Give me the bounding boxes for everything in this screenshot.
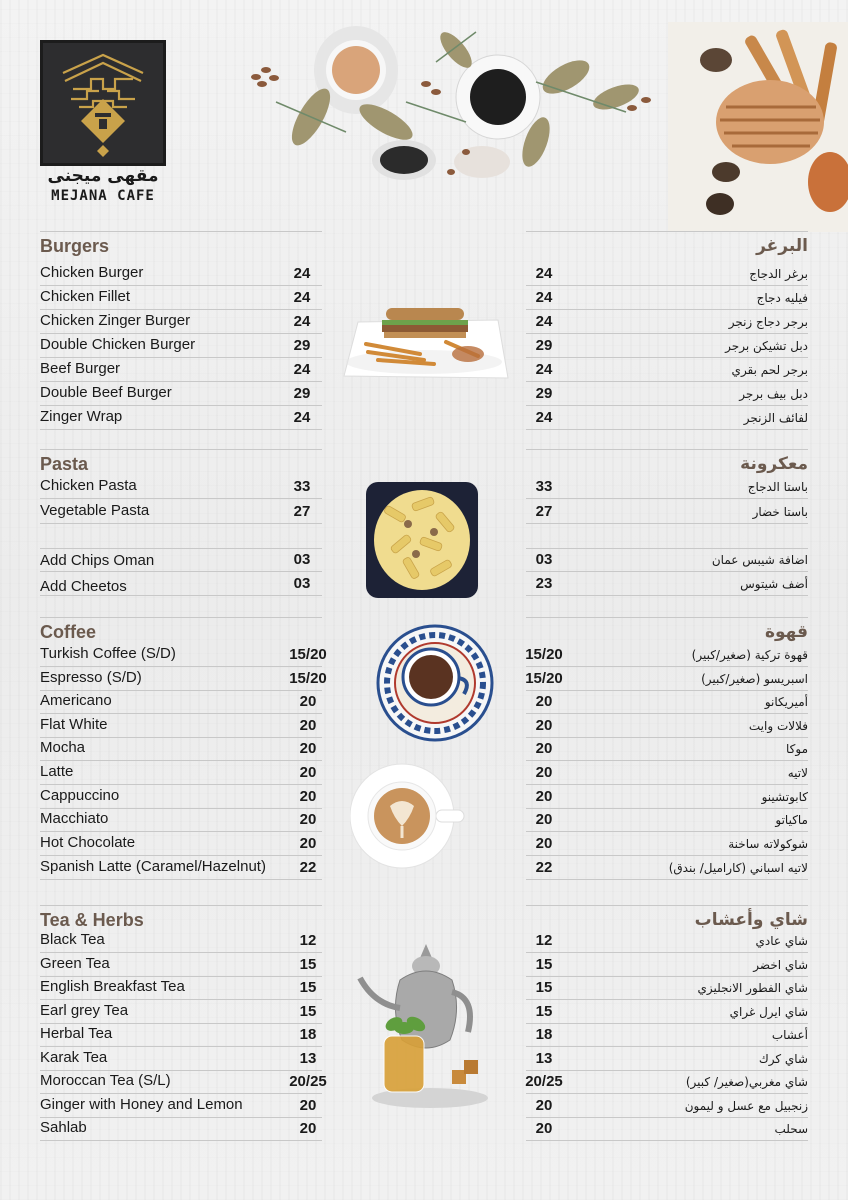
item-name: Add Cheetos <box>40 578 127 595</box>
burgers-title-en: Burgers <box>40 231 322 259</box>
item-name: Turkish Coffee (S/D) <box>40 645 176 662</box>
menu-item <box>526 808 808 832</box>
item-name: برغر الدجاج <box>749 267 808 281</box>
item-price: 22 <box>299 859 317 876</box>
item-price: 18 <box>535 1026 553 1043</box>
item-name: لفائف الزنجر <box>743 411 808 425</box>
item-name: Vegetable Pasta <box>40 502 150 519</box>
item-name: Chicken Burger <box>40 264 144 281</box>
item-price: 29 <box>293 337 311 354</box>
item-name: Chicken Zinger Burger <box>40 312 191 329</box>
item-name: دبل تشيكن برجر <box>725 339 808 353</box>
menu-item <box>40 643 327 667</box>
item-name: شاي الفطور الانجليزي <box>697 981 808 995</box>
menu-item <box>526 690 808 714</box>
item-name: Cappuccino <box>40 787 120 804</box>
menu-item <box>526 976 808 1000</box>
item-price: 15 <box>299 956 317 973</box>
item-name: Black Tea <box>40 931 105 948</box>
coffee-title-ar: قهوة <box>526 617 808 645</box>
item-name: شوكولاته ساخنة <box>728 837 808 851</box>
coffee-section-en <box>40 617 327 887</box>
menu-item <box>526 1023 808 1047</box>
menu-item <box>40 262 322 286</box>
menu-item <box>526 1094 808 1118</box>
item-name: اسبريسو (صغير/كبير) <box>701 672 808 686</box>
menu-item <box>40 761 322 785</box>
item-price: 20 <box>535 764 553 781</box>
menu-item <box>526 406 808 430</box>
menu-item <box>526 358 808 382</box>
menu-item <box>40 785 322 809</box>
menu-item <box>526 382 808 406</box>
item-price: 24 <box>535 361 553 378</box>
item-price: 03 <box>293 575 311 592</box>
item-name: Moroccan Tea (S/L) <box>40 1072 171 1089</box>
item-name: Beef Burger <box>40 360 121 377</box>
menu-item <box>40 737 322 761</box>
menu-item <box>40 475 322 499</box>
item-name: Mocha <box>40 739 86 756</box>
item-price: 24 <box>535 289 553 306</box>
menu-item <box>526 761 808 785</box>
item-name: Add Chips Oman <box>40 552 155 569</box>
item-price: 15 <box>535 979 553 996</box>
item-name: Sahlab <box>40 1119 87 1136</box>
item-name: فلالات وايت <box>748 719 808 733</box>
turkish-coffee-photo <box>376 624 494 742</box>
item-name: Chicken Pasta <box>40 477 137 494</box>
menu-item <box>40 1117 322 1141</box>
pasta-section-en <box>40 449 322 599</box>
item-price: 33 <box>535 478 553 495</box>
pasta-section-ar <box>526 449 808 599</box>
item-name: شاي عادي <box>755 934 808 948</box>
item-price: 20 <box>299 788 317 805</box>
item-name: English Breakfast Tea <box>40 978 185 995</box>
menu-item <box>526 1000 808 1024</box>
item-price: 27 <box>535 503 553 520</box>
item-price: 20 <box>299 693 317 710</box>
item-name: أميريكانو <box>764 695 808 709</box>
burgers-section-ar <box>526 231 808 431</box>
item-price: 13 <box>299 1050 317 1067</box>
item-name: قهوة تركية (صغير/كبير) <box>691 648 808 662</box>
item-name: Chicken Fillet <box>40 288 131 305</box>
menu-item <box>40 714 322 738</box>
item-price: 20 <box>535 788 553 805</box>
menu-item <box>40 832 322 856</box>
menu-item <box>40 976 322 1000</box>
item-name: Macchiato <box>40 810 109 827</box>
item-name: شاي اخضر <box>753 958 808 972</box>
item-name: موكا <box>786 742 808 756</box>
menu-item <box>526 737 808 761</box>
item-name: شاي مغربي(صغير/ كبير) <box>685 1075 808 1089</box>
item-name: Karak Tea <box>40 1049 108 1066</box>
menu-item <box>40 358 322 382</box>
item-name: Earl grey Tea <box>40 1002 129 1019</box>
item-price: 20 <box>535 1120 553 1137</box>
menu-item <box>526 572 808 596</box>
tea-section-en <box>40 905 327 1145</box>
item-price: 29 <box>535 385 553 402</box>
item-price: 29 <box>293 385 311 402</box>
item-price: 20 <box>299 1120 317 1137</box>
menu-item <box>40 667 327 691</box>
item-name: باستا خضار <box>752 505 808 519</box>
item-price: 20 <box>299 835 317 852</box>
menu-item <box>40 1047 322 1071</box>
item-name: Americano <box>40 692 112 709</box>
menu-item <box>40 1000 322 1024</box>
burgers-section-en <box>40 231 322 431</box>
menu-item <box>526 643 808 667</box>
item-name: Double Chicken Burger <box>40 336 196 353</box>
item-price: 24 <box>535 409 553 426</box>
item-name: أعشاب <box>771 1028 808 1042</box>
item-price: 20 <box>535 1097 553 1114</box>
item-price: 15/20 <box>289 646 327 663</box>
item-price: 15 <box>299 1003 317 1020</box>
menu-item <box>526 500 808 524</box>
grilled-burger-photo <box>668 22 848 232</box>
moroccan-teapot-photo <box>356 940 492 1112</box>
item-name: اضافة شيبس عمان <box>711 553 808 567</box>
coffee-section-ar <box>526 617 808 887</box>
item-name: Green Tea <box>40 955 110 972</box>
item-price: 24 <box>293 409 311 426</box>
item-price: 20/25 <box>289 1073 327 1090</box>
item-price: 12 <box>299 932 317 949</box>
item-price: 24 <box>535 265 553 282</box>
item-name: Flat White <box>40 716 108 733</box>
brand-name-arabic: مقهى ميجنى <box>47 166 159 186</box>
item-name: كابوتشينو <box>761 790 808 804</box>
menu-item <box>526 832 808 856</box>
item-name: لاتيه <box>787 766 808 780</box>
item-name: Double Beef Burger <box>40 384 172 401</box>
item-name: Espresso (S/D) <box>40 669 142 686</box>
item-price: 20 <box>299 764 317 781</box>
brand-name-english: MEJANA CAFE <box>51 188 155 204</box>
menu-item <box>526 310 808 334</box>
menu-item <box>40 382 322 406</box>
menu-item <box>40 929 322 953</box>
menu-item <box>40 548 322 572</box>
item-name: برجر دجاج زنجر <box>728 315 808 329</box>
menu-item <box>526 1047 808 1071</box>
item-name: دبل بيف برجر <box>739 387 808 401</box>
item-price: 29 <box>535 337 553 354</box>
menu-item <box>526 714 808 738</box>
menu-item <box>40 808 322 832</box>
item-price: 13 <box>535 1050 553 1067</box>
pasta-title-en: Pasta <box>40 449 322 477</box>
item-price: 18 <box>299 1026 317 1043</box>
menu-item <box>526 1070 808 1094</box>
item-name: أضف شيتوس <box>740 577 808 591</box>
menu-item <box>526 262 808 286</box>
menu-item <box>526 953 808 977</box>
menu-item <box>40 406 322 430</box>
item-name: شاي كرك <box>758 1052 808 1066</box>
item-name: Ginger with Honey and Lemon <box>40 1096 243 1113</box>
item-price: 24 <box>293 289 311 306</box>
item-price: 24 <box>535 313 553 330</box>
item-name: Herbal Tea <box>40 1025 113 1042</box>
menu-item <box>40 500 322 524</box>
item-name: باستا الدجاج <box>747 480 808 494</box>
item-price: 24 <box>293 361 311 378</box>
menu-item <box>40 1070 327 1094</box>
item-name: Zinger Wrap <box>40 408 123 425</box>
cafe-logo <box>40 40 166 166</box>
item-price: 20 <box>535 835 553 852</box>
latte-cup-photo <box>350 760 466 872</box>
item-price: 15/20 <box>289 670 327 687</box>
menu-item <box>40 690 322 714</box>
pasta-bowl-photo <box>364 480 480 600</box>
item-name: شاي ايرل غراي <box>729 1005 808 1019</box>
menu-item <box>40 1023 322 1047</box>
item-name: ماكياتو <box>775 813 808 827</box>
item-price: 03 <box>535 551 553 568</box>
item-price: 20 <box>299 811 317 828</box>
item-price: 20 <box>299 1097 317 1114</box>
menu-item <box>526 548 808 572</box>
pasta-title-ar: معكرونة <box>526 449 808 477</box>
item-name: Hot Chocolate <box>40 834 136 851</box>
menu-item <box>526 856 808 880</box>
item-name: Latte <box>40 763 74 780</box>
item-price: 03 <box>293 551 311 568</box>
burger-plate-photo <box>338 302 510 384</box>
item-price: 15/20 <box>525 646 563 663</box>
item-name: برجر لحم بقري <box>731 363 808 377</box>
item-price: 20 <box>299 740 317 757</box>
item-price: 20 <box>535 693 553 710</box>
item-price: 15 <box>535 1003 553 1020</box>
coffee-title-en: Coffee <box>40 617 322 645</box>
item-price: 24 <box>293 313 311 330</box>
item-price: 22 <box>535 859 553 876</box>
coffee-leaves-decoration <box>236 22 666 187</box>
tea-title-ar: شاي وأعشاب <box>526 905 808 933</box>
menu-item <box>40 572 322 596</box>
menu-item <box>40 856 322 880</box>
item-price: 12 <box>535 932 553 949</box>
menu-item <box>526 475 808 499</box>
menu-item <box>526 286 808 310</box>
item-price: 20 <box>535 717 553 734</box>
menu-item <box>40 310 322 334</box>
item-name: سحلب <box>774 1122 808 1136</box>
menu-item <box>526 1117 808 1141</box>
item-name: لاتيه اسباني (كاراميل/ بندق) <box>668 861 808 875</box>
logo-emblem-icon <box>43 43 163 163</box>
burgers-title-ar: البرغر <box>526 231 808 259</box>
item-name: فيليه دجاج <box>756 291 808 305</box>
item-price: 20 <box>535 811 553 828</box>
menu-item <box>40 334 322 358</box>
tea-title-en: Tea & Herbs <box>40 905 322 933</box>
menu-item <box>526 667 808 691</box>
menu-item <box>40 953 322 977</box>
item-price: 20 <box>535 740 553 757</box>
item-price: 20 <box>299 717 317 734</box>
item-price: 20/25 <box>525 1073 563 1090</box>
item-name: Spanish Latte (Caramel/Hazelnut) <box>40 858 266 875</box>
item-price: 24 <box>293 265 311 282</box>
item-price: 15 <box>299 979 317 996</box>
menu-item <box>526 785 808 809</box>
item-price: 27 <box>293 503 311 520</box>
item-name: زنجبيل مع عسل و ليمون <box>684 1099 808 1113</box>
menu-item <box>40 286 322 310</box>
menu-item <box>526 334 808 358</box>
item-price: 15/20 <box>525 670 563 687</box>
item-price: 23 <box>535 575 553 592</box>
item-price: 15 <box>535 956 553 973</box>
item-price: 33 <box>293 478 311 495</box>
menu-item <box>40 1094 322 1118</box>
tea-section-ar <box>526 905 808 1145</box>
menu-item <box>526 929 808 953</box>
